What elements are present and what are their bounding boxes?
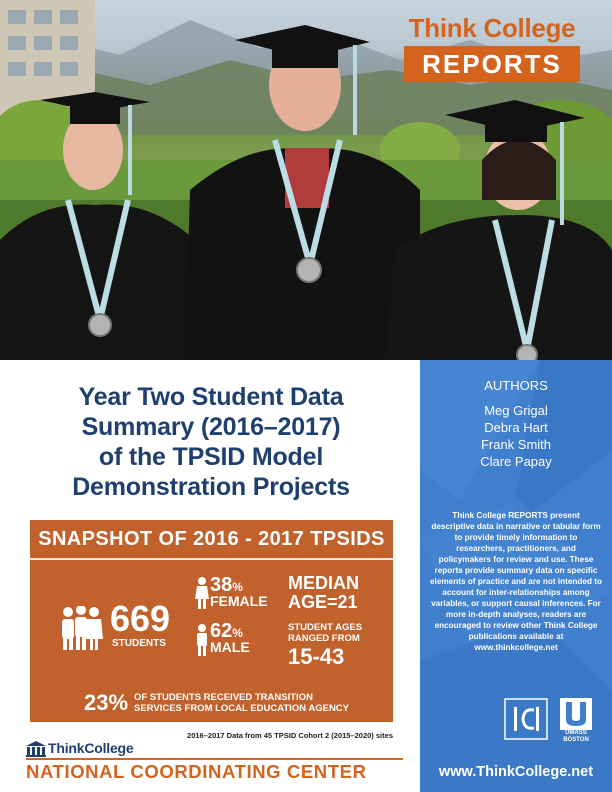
website-link[interactable]: www.ThinkCollege.net [438,764,594,780]
female-percent-unit: % [232,580,243,594]
title-line: Demonstration Projects [72,473,350,501]
title-line: of the TPSID Model [98,443,324,471]
ici-logo-icon [504,698,548,740]
author-name: Clare Papay [480,454,552,469]
think-college-reports-logo [404,14,580,82]
median-age [288,574,359,612]
data-source-footnote: 2016–2017 Data from 45 TPSID Cohort 2 (2015–2020) sites [187,731,393,740]
median-line-1: MEDIAN [288,573,359,593]
report-description: Think College REPORTS present descriptive data in narrative or tabular form to provide timely information to researchers, practitioners, and policymakers for review and use. These reports provide summary data on specific elements of practice and are not intended to account for inter-relationships among variables, or support causal inferences. For more in-depth analyses, readers are encouraged to review other Think College publications available at www.thinkcollege.net [430,511,602,652]
transition-label [134,692,384,714]
report-title [30,382,392,502]
authors-heading: AUTHORS [484,378,548,393]
brand-reports-badge: REPORTS [404,46,580,82]
title-line: Summary (2016–2017) [81,413,341,441]
age-range-label [288,622,384,644]
umass-label-line-1: UMASS [565,730,587,736]
umass-label-line-2: BOSTON [563,737,589,743]
author-name: Debra Hart [484,420,548,435]
transition-percent: 23% [84,690,129,715]
cover-photo [0,0,612,360]
age-range-label-line-2: RANGED FROM [288,633,360,644]
snapshot-divider [30,558,393,560]
male-percent-unit: % [232,626,243,640]
snapshot-heading: SNAPSHOT OF 2016 - 2017 TPSIDS [38,528,385,550]
authors-list [420,402,612,470]
umass-boston-label [558,730,594,744]
authors-panel [420,360,612,792]
student-count: 669 [110,598,171,639]
title-line: Year Two Student Data [78,383,344,411]
male-icon [196,624,208,656]
think-college-wordmark: ThinkCollege [48,740,134,756]
male-label: MALE [210,639,250,655]
author-name: Frank Smith [480,437,552,452]
student-count-label: STUDENTS [112,638,166,649]
brand-title: Think College [408,13,576,43]
female-label: FEMALE [210,593,268,609]
national-coordinating-center: NATIONAL COORDINATING CENTER [26,758,403,782]
age-range-label-line-1: STUDENT AGES [288,622,363,633]
author-name: Meg Grigal [484,403,548,418]
male-percent-value: 62 [210,620,233,642]
transition-label-line-2: SERVICES FROM LOCAL EDUCATION AGENCY [134,703,349,714]
median-line-2: AGE=21 [288,592,358,612]
umass-logo-icon [560,698,592,730]
female-percent-value: 38 [210,574,233,596]
age-range-value: 15-43 [288,644,345,669]
college-building-icon [26,741,46,757]
students-group-icon [58,606,104,650]
transition-label-line-1: OF STUDENTS RECEIVED TRANSITION [134,692,313,703]
snapshot-box [30,520,393,722]
female-icon [195,577,209,609]
